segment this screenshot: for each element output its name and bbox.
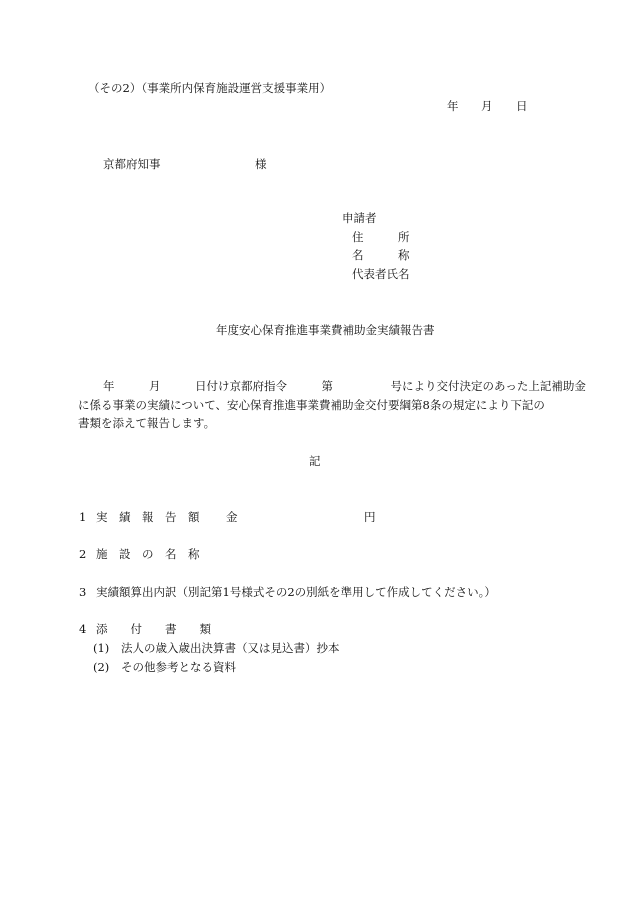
- applicant-address-label: 住 所: [352, 230, 410, 244]
- applicant-heading: 申請者: [342, 211, 377, 225]
- date-day: 日: [516, 99, 528, 113]
- item-1-unit: 円: [364, 510, 376, 524]
- item-4-sub-1-text: 法人の歳入歳出決算書（又は見込書）抄本: [121, 641, 340, 655]
- item-4-label: 添 付 書 類: [96, 622, 211, 636]
- item-2-label: 施 設 の 名 称: [96, 547, 200, 561]
- document-title: 年度安心保育推進事業費補助金実績報告書: [216, 323, 435, 337]
- item-3-label: 実績額算出内訳（別記第1号様式その2の別紙を準用して作成してください。）: [96, 585, 496, 599]
- item-1-prefix: 金: [226, 510, 238, 524]
- item-4-sub-2-number: (2): [93, 660, 110, 674]
- addressee-name: 京都府知事: [103, 157, 161, 171]
- applicant-name-label: 名 称: [352, 248, 410, 262]
- item-3-number: 3: [79, 585, 87, 599]
- body-line-3: 書類を添えて報告します。: [78, 416, 216, 430]
- item-4-sub-1-number: (1): [93, 641, 110, 655]
- date-month: 月: [481, 99, 493, 113]
- body-line-2: に係る事業の実績について、安心保育推進事業費補助金交付要綱第8条の規定により下記の: [78, 398, 545, 412]
- item-1-number: 1: [79, 510, 87, 524]
- item-4-number: 4: [79, 622, 87, 636]
- item-1-label: 実 績 報 告 額: [96, 510, 200, 524]
- item-2-number: 2: [79, 547, 87, 561]
- item-4-sub-2-text: その他参考となる資料: [121, 660, 236, 674]
- body-line-1: 年 月 日付け京都府指令 第 号により交付決定のあった上記補助金: [103, 379, 586, 393]
- form-label: （その2）（事業所内保育施設運営支援事業用）: [88, 81, 332, 95]
- applicant-representative-label: 代表者氏名: [352, 267, 410, 281]
- date-year: 年: [447, 99, 459, 113]
- addressee-honorific: 様: [255, 157, 267, 171]
- ki-heading: 記: [309, 454, 321, 468]
